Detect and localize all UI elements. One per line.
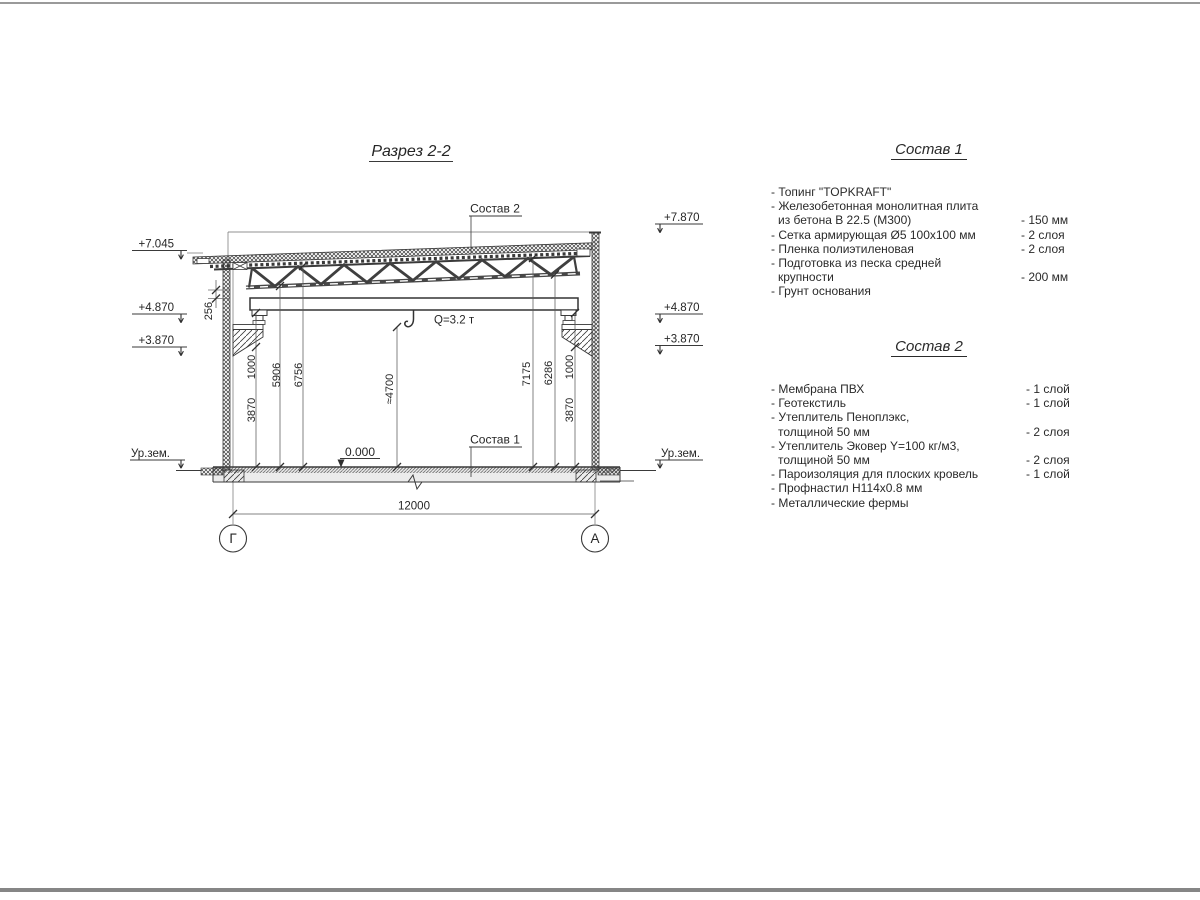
svg-text:+4.870: +4.870: [664, 302, 700, 314]
list-item: - Профнастил Н114х0.8 мм: [771, 481, 923, 496]
svg-text:+3.870: +3.870: [138, 335, 174, 347]
list-item: - Сетка армирующая Ø5 100x100 мм - 2 слоя: [771, 227, 1065, 242]
elev-3870-right: [655, 334, 703, 355]
span-label: 12000: [398, 500, 430, 513]
list-item: - Железобетонная монолитная плита: [771, 199, 979, 214]
elevation-arrow-icon: [179, 460, 184, 468]
dim-256: 256: [202, 301, 215, 321]
comp2-rows: [768, 382, 1090, 510]
svg-text:+7.870: +7.870: [664, 212, 700, 224]
svg-text:+3.870: +3.870: [664, 333, 700, 346]
list-item: - Мембрана ПВХ - 1 слой: [771, 382, 1070, 396]
list-item: - Утеплитель Эковер Y=100 кг/м3,: [771, 438, 960, 453]
corbel-left: [233, 325, 263, 357]
svg-text:Состав 1: Состав 1: [470, 432, 520, 447]
list-item: - Грунт основания: [771, 284, 871, 299]
wall-left: [223, 260, 230, 470]
svg-text:0.000: 0.000: [345, 445, 376, 459]
elevation-markers-left: [130, 239, 187, 469]
zero-level-mark: [338, 445, 381, 468]
elevation-arrow-icon: [179, 251, 184, 260]
composition-list-2: [768, 338, 1090, 510]
ground-strip-right: [598, 468, 620, 475]
crane-bridge: [233, 298, 592, 356]
crane-hook-icon: [405, 310, 414, 327]
elevation-arrow-icon: [658, 346, 663, 355]
drawing-title: Разрез 2-2: [371, 143, 451, 160]
svg-text:+7.045: +7.045: [138, 238, 174, 251]
dim-left-1000: 1000: [245, 354, 258, 380]
eaves-detail: [197, 259, 209, 264]
dim-left-5906: 5906: [270, 362, 283, 388]
svg-text:Ур.зем.: Ур.зем.: [130, 448, 170, 460]
elev-4870-left: [132, 302, 187, 323]
dim-right-6286: 6286: [542, 360, 555, 386]
list-item: - Подготовка из песка средней: [771, 255, 942, 270]
axis-letter-right: А: [590, 531, 600, 547]
floor-slab: [176, 467, 656, 489]
crane-girder: [250, 298, 578, 310]
list-item: - Пароизоляция для плоских кровель - 1 слой: [771, 467, 1070, 482]
wall-right: [592, 233, 599, 470]
ground-strip-left: [201, 468, 223, 475]
foundation-left: [224, 470, 244, 482]
dim-left-6756: 6756: [292, 362, 305, 388]
comp1-title-wrap: [768, 141, 1090, 160]
svg-text:Ур.зем.: Ур.зем.: [661, 448, 701, 460]
dim-right-7175: 7175: [520, 361, 533, 387]
span-dimension: [229, 501, 599, 519]
list-item: толщиной 50 мм - 2 слоя: [778, 424, 1070, 439]
svg-text:Состав 2: Состав 2: [470, 201, 520, 216]
list-item: - Топинг "TOPKRAFT": [771, 185, 892, 199]
dim-left-3870: 3870: [245, 397, 258, 423]
list-item: из бетона В 22.5 (М300) - 150 мм: [778, 213, 1069, 228]
comp2-title: Состав 2: [891, 338, 967, 357]
elevation-arrow-icon: [658, 460, 663, 468]
crane-endtruck-left: [252, 310, 267, 325]
dim-right-3870: 3870: [563, 397, 576, 423]
dim-right-1000: 1000: [563, 354, 576, 380]
truss-bearing-left: [233, 263, 247, 270]
elevation-markers-right: [655, 212, 703, 468]
list-item: толщиной 50 мм - 2 слоя: [778, 452, 1070, 467]
truss-web: [252, 257, 574, 287]
comp1-title: Состав 1: [891, 141, 967, 160]
elev-3870-left: [132, 335, 187, 356]
grid-axes: [220, 525, 609, 552]
elev-4870-right: [655, 302, 703, 323]
elev-7045: [132, 239, 187, 260]
list-item: - Геотекстиль - 1 слой: [771, 396, 1070, 411]
composition-list-1: [768, 141, 1090, 299]
elev-7870: [655, 212, 703, 233]
dim-hook-height: ≈4700: [383, 373, 396, 405]
drawing-title-group: [369, 143, 453, 162]
comp2-title-wrap: [768, 338, 1090, 357]
crane-load-label: Q=3.2 т: [434, 314, 475, 327]
svg-text:+4.870: +4.870: [138, 302, 174, 314]
truss-bearing-right: [577, 249, 590, 256]
list-item: - Металлические фермы: [771, 495, 909, 510]
elevation-arrow-icon: [179, 347, 184, 356]
crane-endtruck-right: [561, 310, 576, 325]
elevation-arrow-icon: [179, 314, 184, 323]
foundation-right: [576, 470, 596, 482]
ground-level-left: [130, 448, 185, 468]
ground-level-right: [655, 448, 703, 468]
comp1-rows: [768, 185, 1090, 299]
axis-letter-left: Г: [229, 531, 237, 547]
list-item: - Пленка полиэтиленовая - 2 слоя: [771, 241, 1065, 256]
list-item: крупности - 200 мм: [778, 270, 1069, 285]
elevation-arrow-icon: [658, 314, 663, 323]
list-item: - Утеплитель Пеноплэкс,: [771, 410, 910, 425]
elevation-arrow-icon: [658, 224, 663, 233]
corbel-right: [562, 325, 592, 357]
